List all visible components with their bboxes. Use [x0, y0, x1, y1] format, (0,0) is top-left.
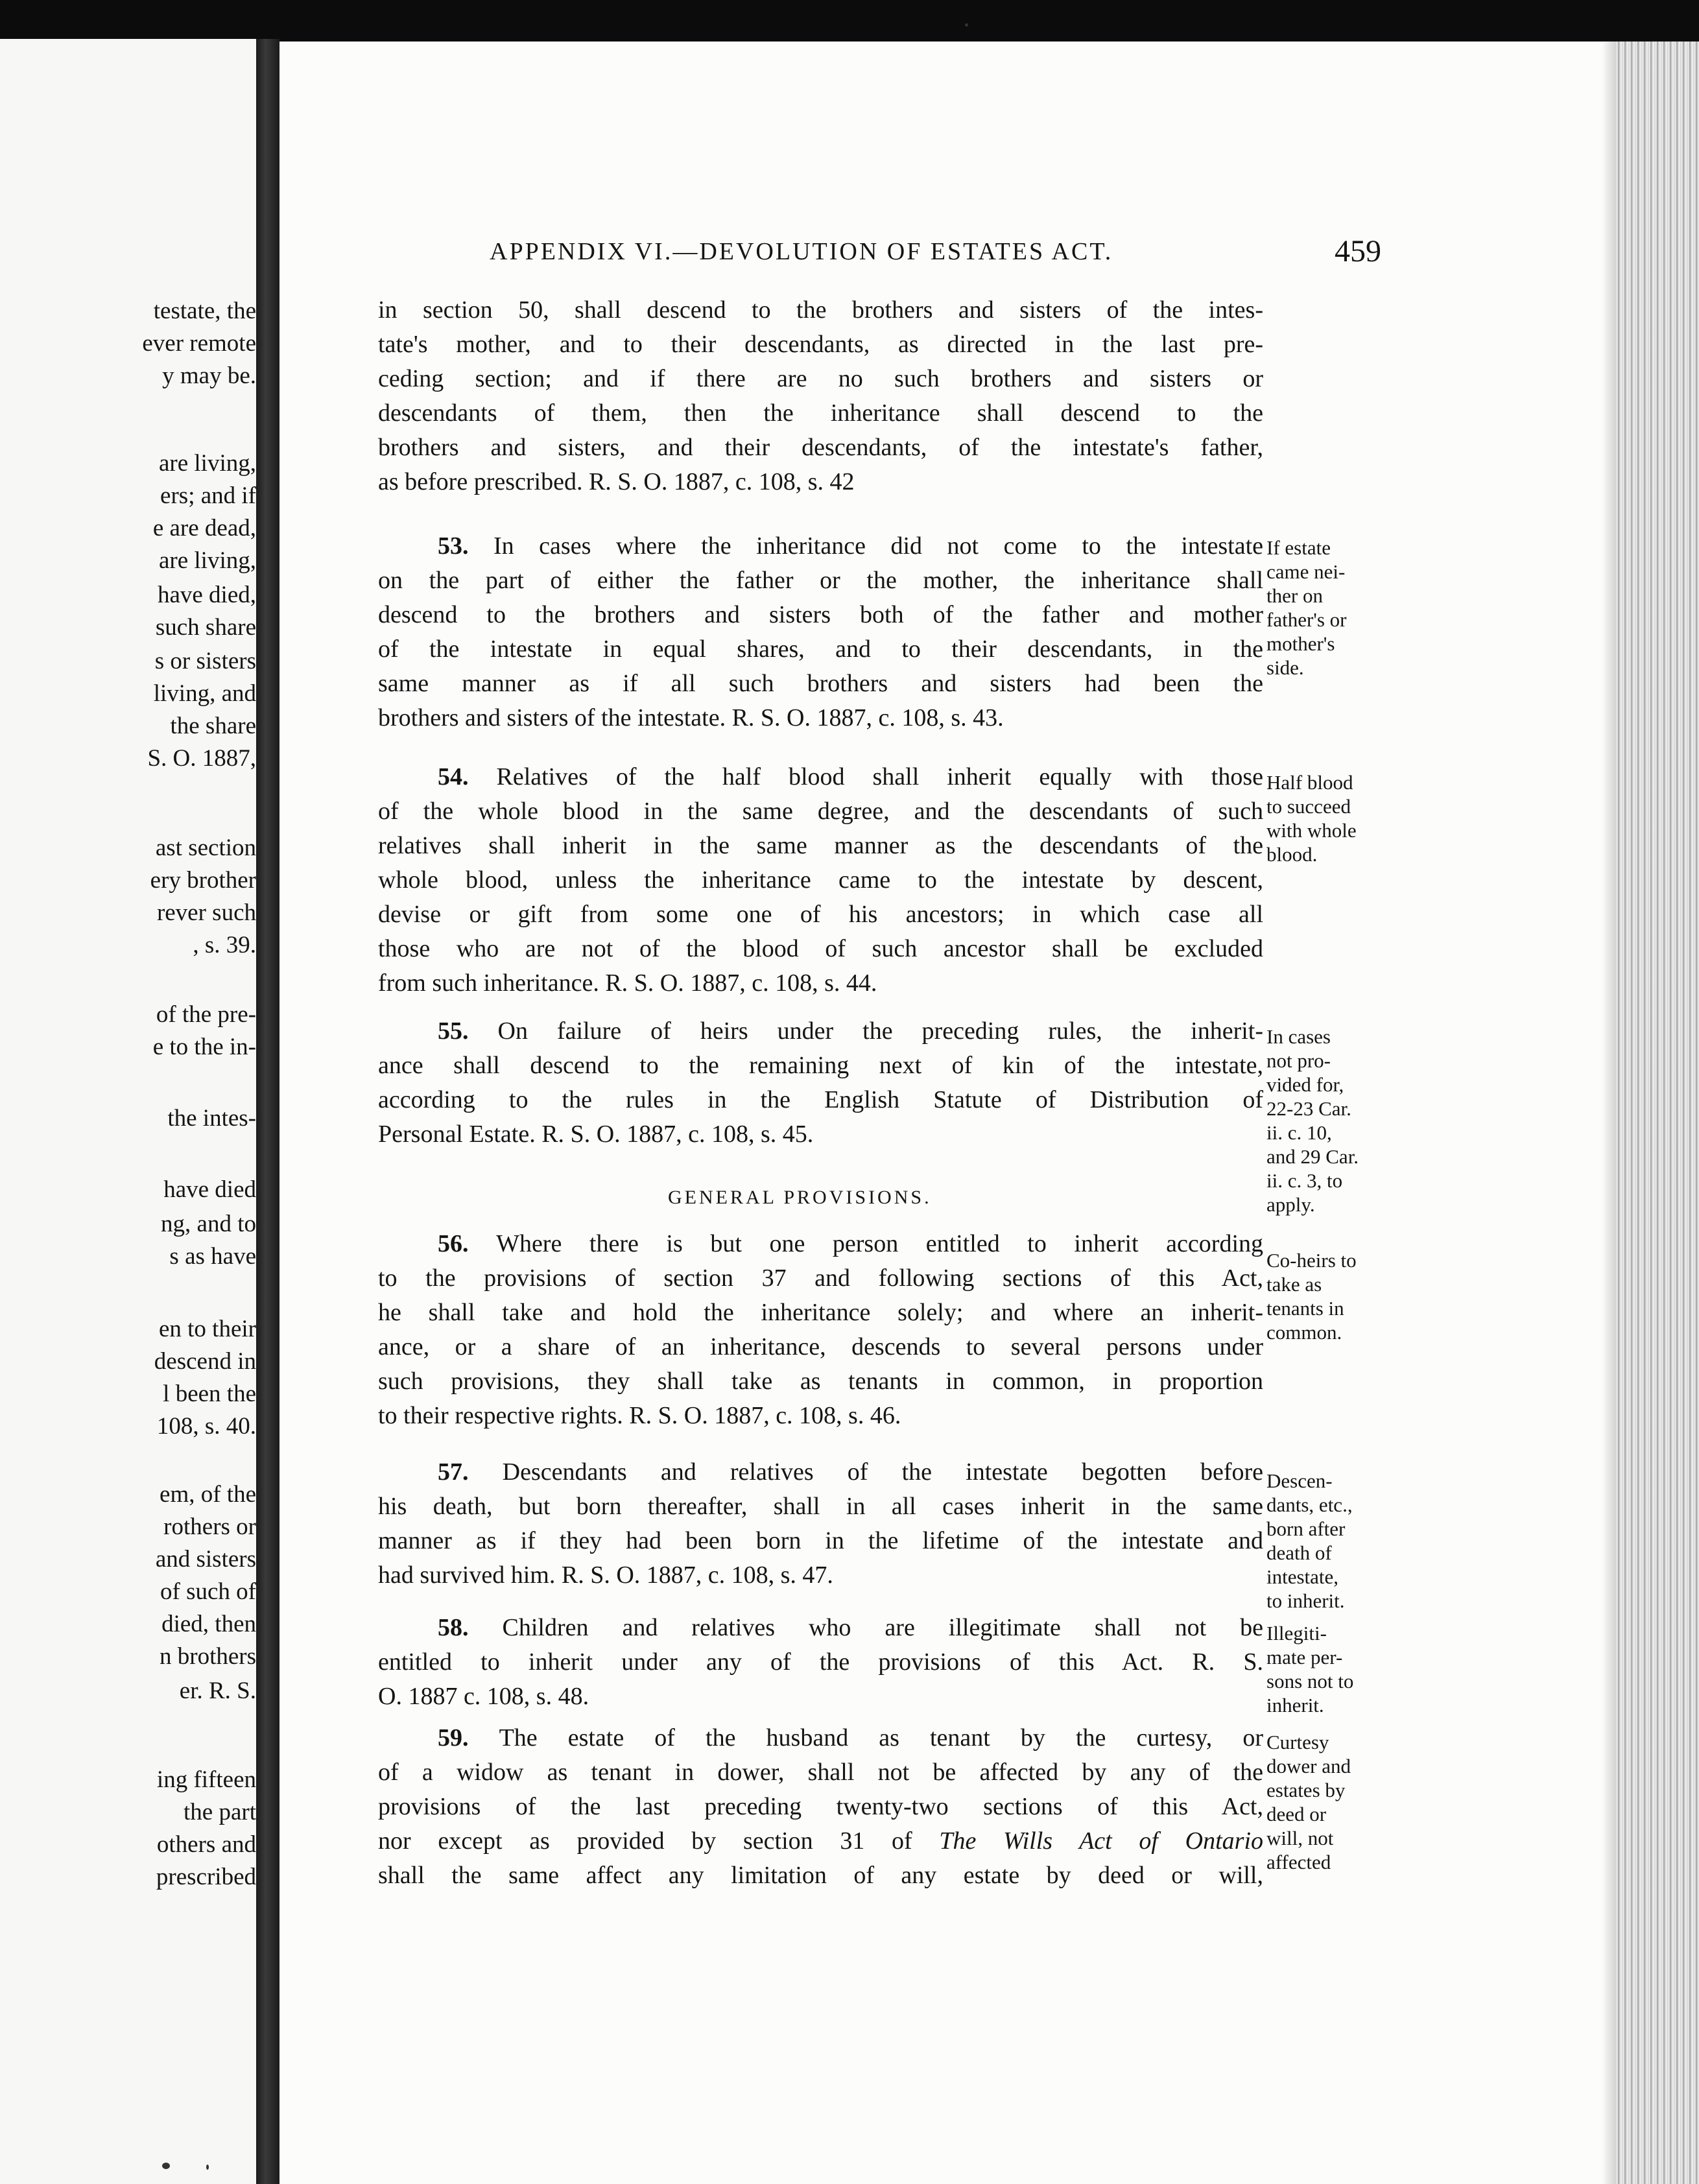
section-first-text: In cases where the inheritance did not come to the intestate [493, 532, 1263, 560]
body-line: descendants of them, then the inheritance shall descend to the [378, 399, 1263, 427]
left-page-text-fragment: are living, [158, 547, 256, 574]
body-line: his death, but born thereafter, shall in all cases inherit in the same [378, 1493, 1263, 1520]
scan-top-border [0, 0, 1699, 42]
margin-note-56: Co-heirs to take as tenants in common. [1266, 1249, 1357, 1344]
left-page-text-fragment: of the pre- [156, 1001, 256, 1028]
section-first-text: Relatives of the half blood shall inherit equally with those [496, 763, 1264, 790]
section-first-text: Where there is but one person entitled to inherit according [496, 1230, 1263, 1257]
left-page-text-fragment: e are dead, [152, 515, 256, 541]
body-line: descend to the brothers and sisters both of the father and mother [378, 601, 1263, 628]
margin-note-59: Curtesy dower and estates by deed or will, not affected [1266, 1731, 1351, 1873]
section-number: 53. [438, 532, 494, 560]
left-page-text-fragment: ers; and if [160, 482, 256, 509]
left-page-text-fragment: died, then [161, 1611, 256, 1637]
body-line: shall the same affect any limitation of any estate by deed or will, [378, 1862, 1263, 1889]
page-edges [1615, 42, 1699, 2184]
left-page-text-fragment: ery brother [150, 867, 256, 894]
section-number: 57. [438, 1458, 503, 1486]
body-line: tate's mother, and to their descendants, as directed in the last pre- [378, 331, 1263, 358]
left-page-text-fragment: s or sisters [154, 648, 256, 674]
scan-speck [162, 2163, 170, 2169]
left-page-text-fragment: have died, [157, 582, 256, 608]
left-page-text-fragment: y may be. [162, 362, 256, 389]
section-first-text: The estate of the husband as tenant by the curtesy, or [499, 1724, 1263, 1751]
left-page-text-fragment: testate, the [153, 298, 256, 324]
page-number: 459 [1335, 234, 1381, 268]
margin-note-54: Half blood to succeed with whole blood. [1266, 771, 1357, 866]
section-56-first-line [438, 1231, 1263, 1257]
left-page-text-fragment: ng, and to [161, 1211, 256, 1237]
left-page-text-fragment: , s. 39. [193, 932, 256, 958]
left-page-text-fragment: en to their [158, 1316, 256, 1342]
body-line: on the part of either the father or the mother, the inheritance shall [378, 567, 1263, 594]
left-page-text-fragment: descend in [154, 1348, 256, 1375]
section-57-first-line [438, 1459, 1263, 1485]
left-page-text-fragment: the intes- [167, 1105, 256, 1132]
body-line: same manner as if all such brothers and sisters had been the [378, 670, 1263, 697]
body-line [378, 1828, 1263, 1854]
body-line: relatives shall inherit in the same manner as the descendants of the [378, 832, 1263, 859]
body-line: provisions of the last preceding twenty-two sections of this Act, [378, 1793, 1263, 1820]
body-line: ance, or a share of an inheritance, descends to several persons under [378, 1333, 1263, 1360]
left-page-text-fragment: er. R. S. [179, 1678, 256, 1704]
margin-note-55: In cases not pro- vided for, 22-23 Car. ii. c. 10, and 29 Car. ii. c. 3, to apply. [1266, 1025, 1359, 1216]
scan-speck [206, 2165, 209, 2170]
section-53-first-line [438, 533, 1263, 559]
section-number: 55. [438, 1017, 498, 1045]
left-page-text-fragment: ing fifteen [156, 1766, 256, 1793]
left-page-text-fragment: the part [184, 1799, 256, 1825]
body-line: of a widow as tenant in dower, shall not be affected by any of the [378, 1759, 1263, 1786]
body-line: O. 1887 c. 108, s. 48. [378, 1683, 589, 1710]
running-header: APPENDIX VI.—DEVOLUTION OF ESTATES ACT. [490, 238, 1113, 265]
left-page-text-fragment: others and [156, 1831, 256, 1858]
left-page-text-fragment: are living, [158, 450, 256, 477]
body-line: entitled to inherit under any of the provisions of this Act. R. S. [378, 1648, 1263, 1676]
section-heading: GENERAL PROVISIONS. [668, 1187, 932, 1208]
body-line: according to the rules in the English Statute of Distribution of [378, 1086, 1263, 1113]
body-line-text: nor except as provided by section 31 of [378, 1827, 912, 1855]
left-page-text-fragment: and sisters [155, 1546, 256, 1573]
body-line: of the intestate in equal shares, and to their descendants, in the [378, 635, 1263, 663]
section-number: 59. [438, 1724, 499, 1751]
body-line: to the provisions of section 37 and following sections of this Act, [378, 1264, 1263, 1292]
section-first-text: Descendants and relatives of the intestate begotten before [502, 1458, 1263, 1486]
left-page-text-fragment: rothers or [163, 1513, 256, 1540]
body-line: of the whole blood in the same degree, and the descendants of such [378, 798, 1263, 825]
body-line: such provisions, they shall take as tenants in common, in proportion [378, 1368, 1263, 1395]
left-page-text-fragment: have died [163, 1176, 256, 1203]
left-page-text-fragment: such share [155, 614, 256, 641]
body-line: ceding section; and if there are no such brothers and sisters or [378, 365, 1263, 392]
section-first-text: Children and relatives who are illegitimate shall not be [502, 1614, 1263, 1641]
left-page-text-fragment: l been the [163, 1381, 256, 1407]
margin-note-57: Descen- dants, etc., born after death of intestate, to inherit. [1266, 1469, 1353, 1612]
body-line: he shall take and hold the inheritance solely; and where an inherit- [378, 1299, 1263, 1326]
left-page-text-fragment: of such of [160, 1578, 256, 1605]
section-54-first-line [438, 764, 1263, 790]
body-line: from such inheritance. R. S. O. 1887, c. 108, s. 44. [378, 969, 877, 997]
body-line: as before prescribed. R. S. O. 1887, c. 108, s. 42 [378, 468, 855, 495]
left-page-text-fragment: ever remote [142, 330, 256, 357]
section-55-first-line [438, 1018, 1263, 1044]
section-number: 54. [438, 763, 497, 790]
section-number: 58. [438, 1614, 503, 1641]
left-page-text-fragment: prescribed [156, 1864, 256, 1890]
left-page-text-fragment: living, and [153, 680, 256, 707]
cited-statute-title: The Wills Act of Ontario [939, 1827, 1264, 1855]
section-59-first-line [438, 1725, 1263, 1751]
left-page-text-fragment: e to the in- [152, 1034, 256, 1060]
left-page-text-fragment: n brothers [160, 1643, 256, 1670]
left-page-text-fragment: ast section [155, 835, 256, 861]
body-line: ance shall descend to the remaining next of kin of the intestate, [378, 1052, 1263, 1079]
body-line: to their respective rights. R. S. O. 1887, c. 108, s. 46. [378, 1402, 901, 1429]
left-page-text-fragment: em, of the [160, 1481, 256, 1508]
left-page-text-fragment: rever such [156, 899, 256, 926]
body-line: in section 50, shall descend to the brothers and sisters of the intes- [378, 296, 1263, 324]
scan-speck [965, 23, 968, 27]
left-page-text-fragment: S. O. 1887, [147, 745, 256, 772]
body-line: manner as if they had been born in the lifetime of the intestate and [378, 1527, 1263, 1554]
book-gutter [256, 39, 279, 2184]
body-line: had survived him. R. S. O. 1887, c. 108, s. 47. [378, 1561, 833, 1589]
body-line: brothers and sisters of the intestate. R. S. O. 1887, c. 108, s. 43. [378, 704, 1004, 731]
section-58-first-line [438, 1615, 1263, 1641]
margin-note-53: If estate came nei- ther on father's or mother's side. [1266, 536, 1347, 679]
left-page [0, 39, 256, 2184]
section-first-text: On failure of heirs under the preceding rules, the inherit- [497, 1017, 1263, 1045]
body-line: those who are not of the blood of such ancestor shall be excluded [378, 935, 1263, 962]
left-page-text-fragment: s as have [169, 1243, 256, 1270]
margin-note-58: Illegiti- mate per- sons not to inherit. [1266, 1622, 1354, 1716]
body-line: brothers and sisters, and their descendants, of the intestate's father, [378, 434, 1263, 461]
section-number: 56. [438, 1230, 497, 1257]
left-page-text-fragment: 108, s. 40. [156, 1413, 256, 1440]
body-line: whole blood, unless the inheritance came to the intestate by descent, [378, 866, 1263, 894]
left-page-text-fragment: the share [170, 713, 256, 739]
body-line: devise or gift from some one of his ancestors; in which case all [378, 901, 1263, 928]
body-line: Personal Estate. R. S. O. 1887, c. 108, s. 45. [378, 1121, 814, 1148]
